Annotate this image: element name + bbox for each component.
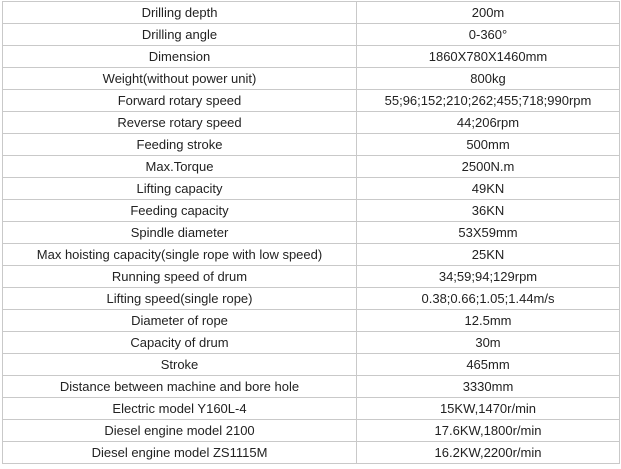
value-cell: 3330mm (357, 376, 620, 398)
value-cell: 0.38;0.66;1.05;1.44m/s (357, 288, 620, 310)
parameter-cell: Stroke (3, 354, 357, 376)
table-row (3, 200, 620, 222)
value-cell: 12.5mm (357, 310, 620, 332)
table-row (3, 90, 620, 112)
table-row (3, 398, 620, 420)
parameter-cell: Diesel engine model ZS1115M (3, 442, 357, 464)
table-row (3, 112, 620, 134)
table-row (3, 46, 620, 68)
parameter-cell: Diameter of rope (3, 310, 357, 332)
value-cell: 15KW,1470r/min (357, 398, 620, 420)
parameter-cell: Drilling depth (3, 2, 357, 24)
value-cell: 25KN (357, 244, 620, 266)
value-cell: 1860X780X1460mm (357, 46, 620, 68)
parameter-cell: Feeding stroke (3, 134, 357, 156)
table-row (3, 68, 620, 90)
table-row (3, 134, 620, 156)
parameter-cell: Distance between machine and bore hole (3, 376, 357, 398)
parameter-cell: Weight(without power unit) (3, 68, 357, 90)
value-cell: 44;206rpm (357, 112, 620, 134)
table-row (3, 156, 620, 178)
parameter-cell: Drilling angle (3, 24, 357, 46)
table-row (3, 442, 620, 464)
parameter-cell: Diesel engine model 2100 (3, 420, 357, 442)
value-cell: 30m (357, 332, 620, 354)
value-cell: 2500N.m (357, 156, 620, 178)
parameter-cell: Max hoisting capacity(single rope with low speed) (3, 244, 357, 266)
parameter-cell: Lifting speed(single rope) (3, 288, 357, 310)
value-cell: 49KN (357, 178, 620, 200)
table-row (3, 266, 620, 288)
table-row (3, 178, 620, 200)
value-cell: 36KN (357, 200, 620, 222)
parameter-cell: Spindle diameter (3, 222, 357, 244)
table-row (3, 2, 620, 24)
value-cell: 16.2KW,2200r/min (357, 442, 620, 464)
table-row (3, 354, 620, 376)
table-row (3, 310, 620, 332)
value-cell: 0-360° (357, 24, 620, 46)
value-cell: 465mm (357, 354, 620, 376)
parameter-cell: Running speed of drum (3, 266, 357, 288)
parameter-cell: Dimension (3, 46, 357, 68)
parameter-cell: Capacity of drum (3, 332, 357, 354)
value-cell: 500mm (357, 134, 620, 156)
value-cell: 800kg (357, 68, 620, 90)
value-cell: 55;96;152;210;262;455;718;990rpm (357, 90, 620, 112)
spec-table-body (3, 2, 620, 464)
table-row (3, 376, 620, 398)
value-cell: 34;59;94;129rpm (357, 266, 620, 288)
parameter-cell: Max.Torque (3, 156, 357, 178)
parameter-cell: Electric model Y160L-4 (3, 398, 357, 420)
table-row (3, 222, 620, 244)
table-row (3, 420, 620, 442)
value-cell: 200m (357, 2, 620, 24)
parameter-cell: Forward rotary speed (3, 90, 357, 112)
parameter-cell: Reverse rotary speed (3, 112, 357, 134)
parameter-cell: Feeding capacity (3, 200, 357, 222)
table-row (3, 24, 620, 46)
value-cell: 53X59mm (357, 222, 620, 244)
spec-table (2, 1, 620, 464)
table-row (3, 288, 620, 310)
parameter-cell: Lifting capacity (3, 178, 357, 200)
value-cell: 17.6KW,1800r/min (357, 420, 620, 442)
table-row (3, 244, 620, 266)
table-row (3, 332, 620, 354)
